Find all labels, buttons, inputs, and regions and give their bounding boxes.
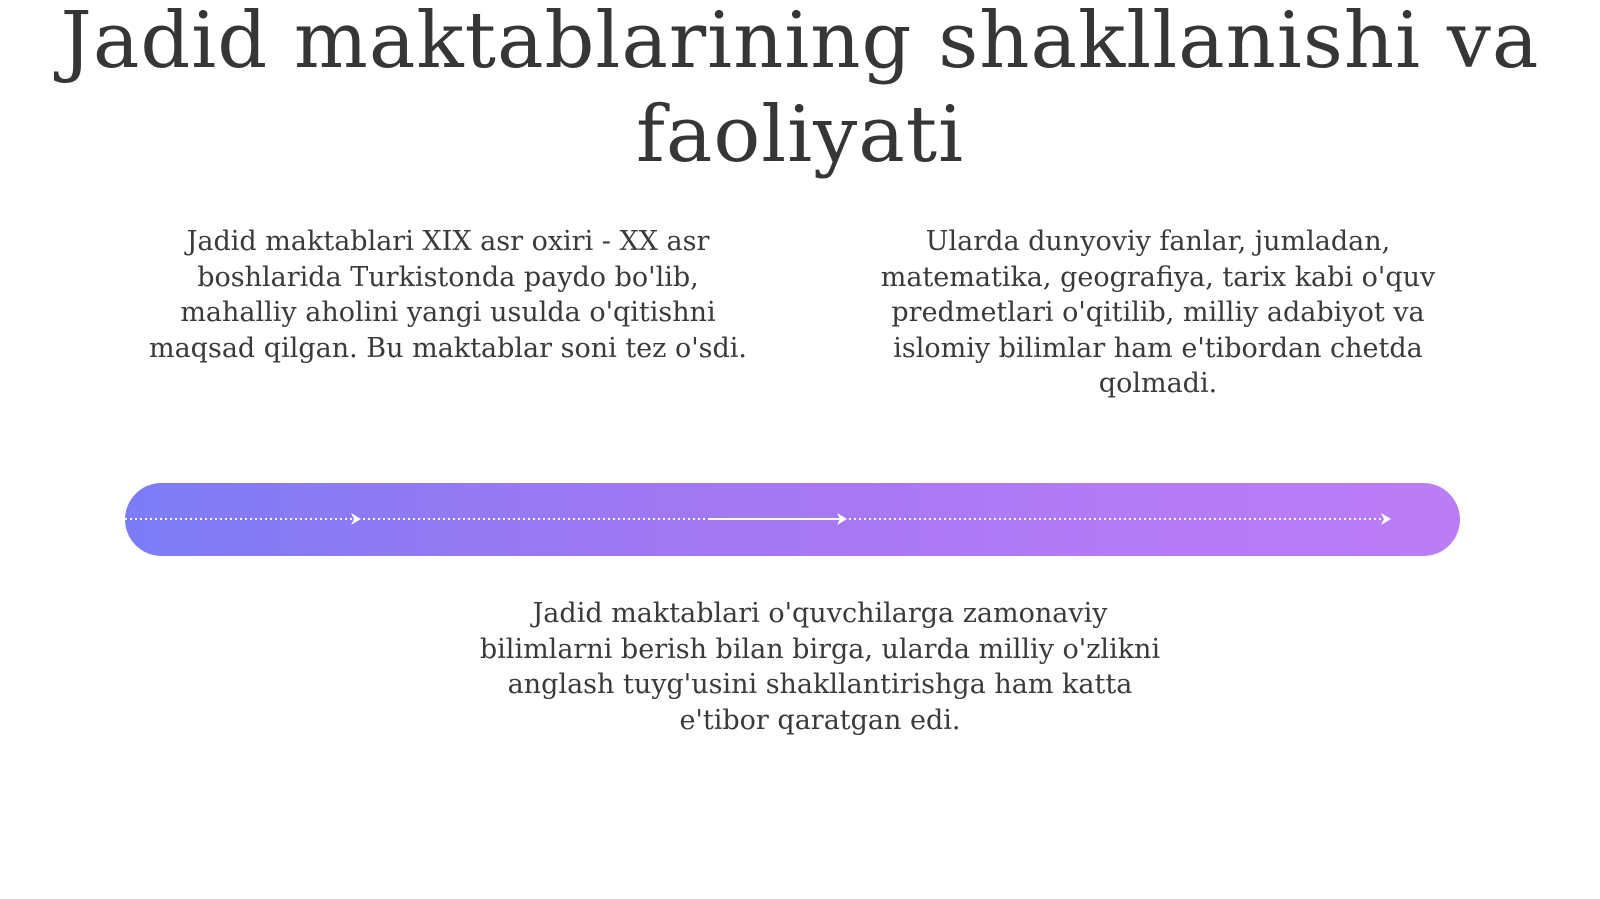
slide-title: Jadid maktablarining shakllanishi va faoliyati: [60, 0, 1540, 180]
text-block-left: Jadid maktablari XIX asr oxiri - XX asr boshlarida Turkistonda paydo bo'lib, mahalliy aholini yangi usulda o'qitishni maqsad qilgan. Bu maktablar soni tez o'sdi.: [148, 226, 747, 364]
text-block-right: Ularda dunyoviy fanlar, jumladan, matematika, geografiya, tarix kabi o'quv predmetlari o'qitilib, milliy adabiyot va islomiy bilimlar ham e'tibordan chetda qolmadi.: [880, 226, 1436, 399]
timeline-bar: [125, 483, 1460, 556]
timeline-arrowhead-icon: [351, 513, 361, 525]
timeline-arrowhead-icon: [1381, 513, 1391, 525]
text-block-bottom: Jadid maktablari o'quvchilarga zamonaviy bilimlarni berish bilan birga, ularda milliy o'zlikni anglash tuyg'usini shakllantirishga ham katta e'tibor qaratgan edi.: [479, 598, 1161, 736]
timeline-arrows: [125, 483, 1460, 556]
